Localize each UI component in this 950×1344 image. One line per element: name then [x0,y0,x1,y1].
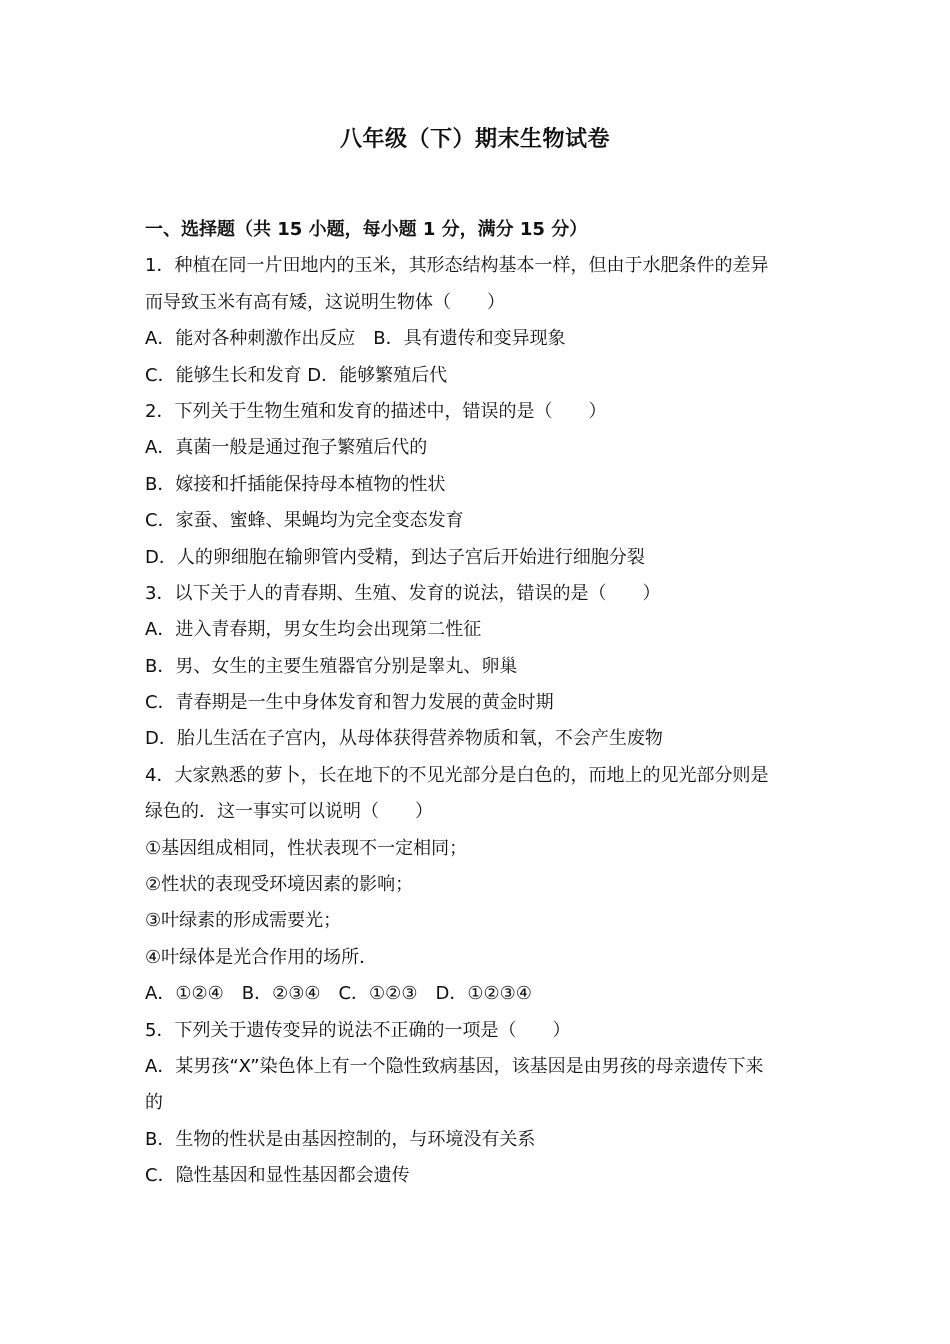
answer-option: A．某男孩“X”染色体上有一个隐性致病基因，该基因是由男孩的母亲遗传下来 [145,1055,764,1077]
question-stem-line: 5．下列关于遗传变异的说法不正确的一项是（ ） [145,1019,571,1041]
question-statement: ②性状的表现受环境因素的影响； [145,874,414,896]
answer-option: A．①②④ B．②③④ C．①②③ D．①②③④ [145,983,532,1005]
page-title: 八年级（下）期末生物试卷 [339,127,610,152]
answer-option: C．隐性基因和显性基因都会遗传 [145,1165,410,1187]
question-5 [145,1013,815,1195]
exam-content [145,212,815,1195]
answer-option: C．能够生长和发育 D．能够繁殖后代 [145,364,448,386]
answer-option: D．人的卵细胞在输卵管内受精，到达子宫后开始进行细胞分裂 [145,546,645,568]
question-4 [145,758,815,1013]
answer-option: D．胎儿生活在子宫内，从母体获得营养物质和氧，不会产生废物 [145,728,663,750]
question-stem-line: 4．大家熟悉的萝卜，长在地下的不见光部分是白色的，而地上的见光部分则是 [145,764,769,786]
answer-option: C．青春期是一生中身体发育和智力发展的黄金时期 [145,692,554,714]
question-3 [145,576,815,758]
question-stem-line: 3．以下关于人的青春期、生殖、发育的说法，错误的是（ ） [145,582,661,604]
question-statement: ④叶绿体是光合作用的场所． [145,946,378,968]
question-statement: ③叶绿素的形成需要光； [145,910,342,932]
question-stem-line: 2．下列关于生物生殖和发育的描述中，错误的是（ ） [145,400,607,422]
section-heading: 一、选择题（共 15 小题，每小题 1 分，满分 15 分） [145,219,588,240]
answer-option: C．家蚕、蜜蜂、果蝇均为完全变态发育 [145,510,464,532]
answer-option-continuation: 的 [145,1092,163,1114]
question-statement: ①基因组成相同，性状表现不一定相同； [145,837,468,859]
answer-option: B．生物的性状是由基因控制的，与环境没有关系 [145,1128,536,1150]
answer-option: A．能对各种刺激作出反应 B．具有遗传和变异现象 [145,328,566,350]
answer-option: A．进入青春期，男女生均会出现第二性征 [145,619,482,641]
question-stem-line: 而导致玉米有高有矮，这说明生物体（ ） [145,291,505,313]
answer-option: A．真菌一般是通过孢子繁殖后代的 [145,437,428,459]
question-stem-line: 绿色的．这一事实可以说明（ ） [145,801,433,823]
question-2 [145,394,815,576]
question-1 [145,248,815,394]
answer-option: B．男、女生的主要生殖器官分别是睾丸、卵巢 [145,655,518,677]
question-stem-line: 1．种植在同一片田地内的玉米，其形态结构基本一样，但由于水肥条件的差异 [145,255,769,277]
answer-option: B．嫁接和扦插能保持母本植物的性状 [145,473,446,495]
